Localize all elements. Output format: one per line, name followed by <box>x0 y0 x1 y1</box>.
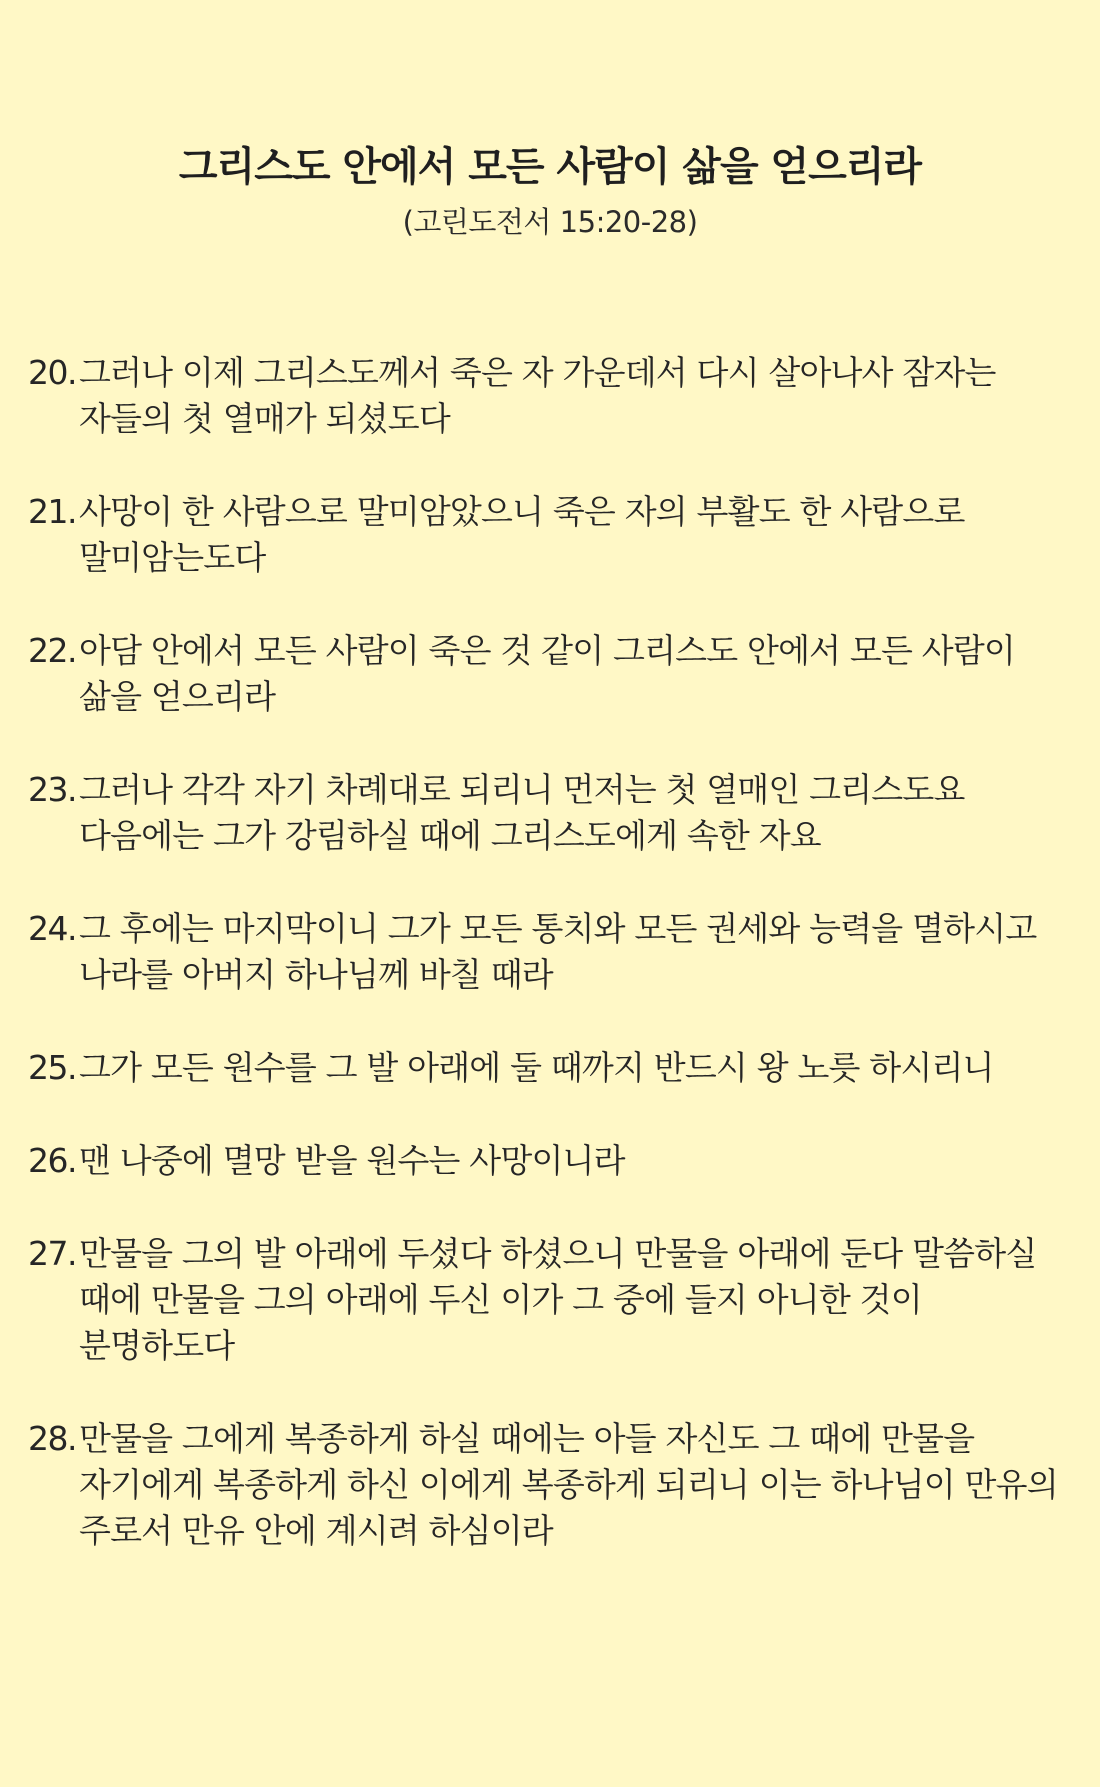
verse-item <box>28 1231 1060 1369</box>
page-title: 그리스도 안에서 모든 사람이 삶을 얻으리라 <box>178 144 922 190</box>
verse-text: 사망이 한 사람으로 말미암았으니 죽은 자의 부활도 한 사람으로 말미암는도다 <box>79 492 965 577</box>
verse-number: 23. <box>28 770 76 809</box>
verse-number: 25. <box>28 1048 76 1087</box>
verse-item <box>28 350 1060 442</box>
verse-item <box>28 1045 1060 1091</box>
verse-item <box>28 489 1060 581</box>
scripture-reference: (고린도전서 15:20-28) <box>402 205 698 239</box>
verse-number: 27. <box>28 1234 76 1273</box>
verse-text: 그러나 이제 그리스도께서 죽은 자 가운데서 다시 살아나사 잠자는 자들의 첫 열매가 되셨도다 <box>79 353 996 438</box>
verse-number: 28. <box>28 1419 76 1458</box>
verse-item <box>28 1416 1060 1554</box>
verse-text: 아담 안에서 모든 사람이 죽은 것 같이 그리스도 안에서 모든 사람이 삶을 얻으리라 <box>79 631 1016 716</box>
verse-text: 그러나 각각 자기 차례대로 되리니 먼저는 첫 열매인 그리스도요 다음에는 그가 강림하실 때에 그리스도에게 속한 자요 <box>79 770 965 855</box>
verse-text: 맨 나중에 멸망 받을 원수는 사망이니라 <box>79 1141 625 1180</box>
verse-list <box>28 350 1060 1601</box>
verse-text: 그가 모든 원수를 그 발 아래에 둘 때까지 반드시 왕 노릇 하시리니 <box>79 1048 994 1087</box>
verse-number: 24. <box>28 909 76 948</box>
verse-item <box>28 1138 1060 1184</box>
verse-text: 만물을 그의 발 아래에 두셨다 하셨으니 만물을 아래에 둔다 말씀하실 때에 만물을 그의 아래에 두신 이가 그 중에 들지 아니한 것이 분명하도다 <box>79 1234 1037 1365</box>
header <box>0 140 1100 244</box>
verse-item <box>28 767 1060 859</box>
verse-number: 22. <box>28 631 76 670</box>
verse-text: 만물을 그에게 복종하게 하실 때에는 아들 자신도 그 때에 만물을 자기에게 복종하게 하신 이에게 복종하게 되리니 이는 하나님이 만유의 주로서 만유 안에 계시려 하심이라 <box>79 1419 1058 1550</box>
verse-number: 26. <box>28 1141 76 1180</box>
verse-number: 21. <box>28 492 76 531</box>
verse-item <box>28 906 1060 998</box>
verse-item <box>28 628 1060 720</box>
verse-number: 20. <box>28 353 76 392</box>
verse-text: 그 후에는 마지막이니 그가 모든 통치와 모든 권세와 능력을 멸하시고 나라를 아버지 하나님께 바칠 때라 <box>79 909 1037 994</box>
